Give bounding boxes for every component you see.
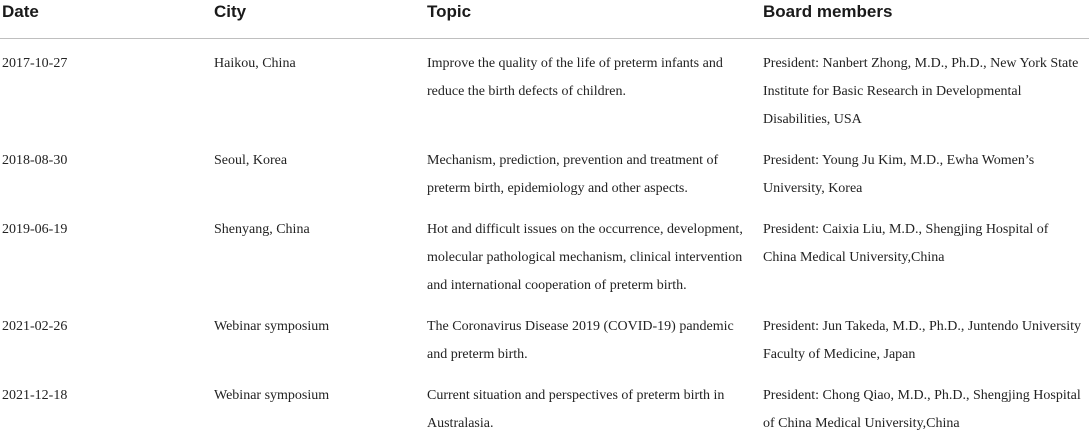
header-city: City bbox=[212, 0, 425, 39]
cell-city: Seoul, Korea bbox=[214, 153, 288, 168]
header-date: Date bbox=[0, 0, 212, 39]
cell-date: 2017-10-27 bbox=[2, 56, 68, 71]
table-header bbox=[0, 0, 1089, 39]
cell-board: President: Young Ju Kim, M.D., Ewha Women’s University, Korea bbox=[763, 153, 1035, 196]
cell-date: 2021-12-18 bbox=[2, 388, 68, 403]
cell-topic: The Coronavirus Disease 2019 (COVID-19) pandemic and preterm birth. bbox=[427, 319, 734, 362]
cell-city: Webinar symposium bbox=[214, 388, 330, 403]
cell-board: President: Chong Qiao, M.D., Ph.D., Shengjing Hospital of China Medical University,China bbox=[763, 388, 1081, 431]
cell-board: President: Nanbert Zhong, M.D., Ph.D., New York State Institute for Basic Research in Developmental Disabilities, USA bbox=[763, 56, 1079, 127]
cell-topic: Improve the quality of the life of preterm infants and reduce the birth defects of children. bbox=[427, 56, 723, 99]
cell-date: 2018-08-30 bbox=[2, 153, 68, 168]
table-row bbox=[0, 203, 1089, 300]
cell-date: 2021-02-26 bbox=[2, 319, 68, 334]
cell-topic: Current situation and perspectives of preterm birth in Australasia. bbox=[427, 388, 725, 431]
cell-city: Webinar symposium bbox=[214, 319, 330, 334]
cell-topic: Hot and difficult issues on the occurrence, development, molecular pathological mechanism, clinical intervention and international cooperation of preterm birth. bbox=[427, 222, 743, 293]
table-row bbox=[0, 134, 1089, 203]
header-row bbox=[0, 0, 1089, 39]
table-row bbox=[0, 300, 1089, 369]
table-body bbox=[0, 39, 1089, 439]
table-row bbox=[0, 369, 1089, 438]
cell-city: Shenyang, China bbox=[214, 222, 310, 237]
cell-date: 2019-06-19 bbox=[2, 222, 68, 237]
cell-city: Haikou, China bbox=[214, 56, 296, 71]
header-board-members: Board members bbox=[761, 0, 1089, 39]
cell-board: President: Jun Takeda, M.D., Ph.D., Juntendo University Faculty of Medicine, Japan bbox=[763, 319, 1082, 362]
table-row bbox=[0, 39, 1089, 135]
cell-board: President: Caixia Liu, M.D., Shengjing Hospital of China Medical University,China bbox=[763, 222, 1049, 265]
header-topic: Topic bbox=[425, 0, 761, 39]
cell-topic: Mechanism, prediction, prevention and treatment of preterm birth, epidemiology and other aspects. bbox=[427, 153, 719, 196]
